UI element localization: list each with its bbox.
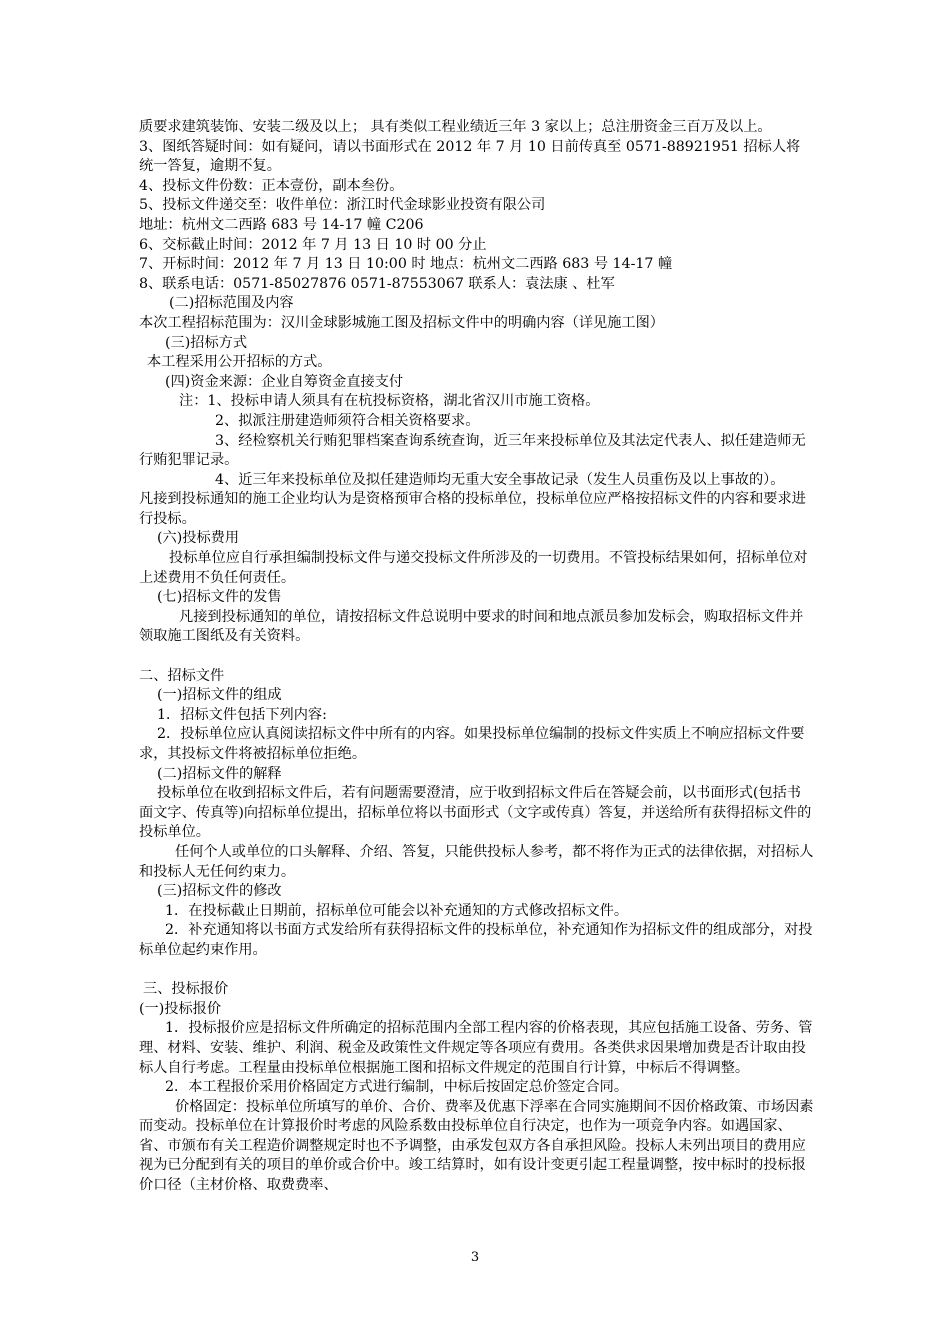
paragraph: 4、近三年来投标单位及拟任建造师均无重大安全事故记录（发生人员重伤及以上事故的）。 — [215, 471, 785, 488]
paragraph: 2、拟派注册建造师须符合相关资格要求。 — [215, 412, 480, 429]
paragraph: 本次工程招标范围为：汉川金球影城施工图及招标文件中的明确内容（详见施工图） — [139, 314, 664, 331]
paragraph: 价格固定：投标单位所填写的单价、合价、费率及优惠下浮率在合同实施期间不因价格政策、市场因素而变动。投标单位在计算报价时考虑的风险系数由投标单位自行决定，也作为一项竞争内容。如遇国家、省、市颁布有关工程造价调整规定时也不予调整，由承发包双方各自承担风险。投标人未列出项目的费用应视为已分配到有关的项目的单价或合价中。竣工结算时，如有设计变更引起工程量调整，按中标时的投标报价口径（主材价格、取费费率、 — [139, 1098, 814, 1194]
paragraph: 2．投标单位应认真阅读招标文件中所有的内容。如果投标单位编制的投标文件实质上不响应招标文件要求，其投标文件将被招标单位拒绝。 — [139, 726, 805, 762]
paragraph: 7、开标时间：2012 年 7 月 13 日 10:00 时 地点：杭州文二西路 683 号 14-17 幢 — [139, 256, 673, 273]
paragraph: 1．在投标截止日期前，招标单位可能会以补充通知的方式修改招标文件。 — [165, 902, 629, 919]
paragraph: 5、投标文件递交至：收件单位：浙江时代金球影业投资有限公司 — [139, 197, 546, 214]
paragraph: (二)招标范围及内容 — [169, 295, 294, 312]
paragraph: 投标单位在收到招标文件后，若有问题需要澄清，应于收到招标文件后在答疑会前，以书面形式(包括书面文字、传真等)向招标单位提出，招标单位将以书面形式（文字或传真）答复，并送给所有获得招标文件的投标单位。 — [139, 785, 812, 841]
paragraph: (六)投标费用 — [157, 530, 240, 547]
paragraph: 地址：杭州文二西路 683 号 14-17 幢 C206 — [139, 216, 424, 233]
paragraph: 投标单位应自行承担编制投标文件与递交投标文件所涉及的一切费用。不管投标结果如何，招标单位对上述费用不负任何责任。 — [139, 550, 808, 586]
paragraph: 4、投标文件份数：正本壹份，副本叁份。 — [139, 177, 404, 194]
paragraph: (七)招标文件的发售 — [157, 589, 282, 606]
paragraph: (二)招标文件的解释 — [157, 765, 282, 782]
paragraph: (四)资金来源：企业自筹资金直接支付 — [165, 373, 404, 390]
paragraph: 三、投标报价 — [143, 981, 229, 998]
document-body — [139, 118, 814, 1196]
paragraph: 凡接到投标通知的施工企业均认为是资格预审合格的投标单位，投标单位应严格按招标文件的内容和要求进行投标。 — [139, 491, 806, 527]
paragraph: 1．投标报价应是招标文件所确定的招标范围内全部工程内容的价格表现，其应包括施工设备、劳务、管理、材料、安装、维护、利润、税金及政策性文件规定等各项应有费用。各类供求因果增加费是否计取由投标人自行考虑。工程量由投标单位根据施工图和招标文件规定的范围自行计算，中标后不得调整。 — [139, 1020, 813, 1076]
paragraph: (一)招标文件的组成 — [157, 687, 282, 704]
paragraph: 任何个人或单位的口头解释、介绍、答复，只能供投标人参考，都不将作为正式的法律依据，对招标人和投标人无任何约束力。 — [139, 843, 814, 880]
paragraph: 3、图纸答疑时间：如有疑问，请以书面形式在 2012 年 7 月 10 日前传真至 0571-88921951 招标人将统一答复，逾期不复。 — [139, 138, 801, 175]
blank-line — [139, 647, 814, 667]
paragraph: 二、招标文件 — [139, 667, 225, 684]
paragraph: (三)招标文件的修改 — [157, 883, 282, 900]
blank-line — [139, 961, 814, 981]
paragraph: (三)招标方式 — [165, 334, 248, 351]
paragraph: 质要求建筑装饰、安装二级及以上； 具有类似工程业绩近三年 3 家以上；总注册资金三百万及以上。 — [139, 119, 772, 135]
paragraph: 凡接到投标通知的单位，请按招标文件总说明中要求的时间和地点派员参加发标会，购取招标文件并领取施工图纸及有关资料。 — [139, 608, 804, 645]
paragraph: 本工程采用公开招标的方式。 — [147, 354, 332, 371]
paragraph: 2．本工程报价采用价格固定方式进行编制，中标后按固定总价签定合同。 — [165, 1079, 629, 1096]
paragraph: 3、经检察机关行贿犯罪档案查询系统查询，近三年来投标单位及其法定代表人、拟任建造师无行贿犯罪记录。 — [139, 432, 806, 469]
paragraph: 6、交标截止时间：2012 年 7 月 13 日 10 时 00 分止 — [139, 236, 487, 253]
paragraph: 注：1、投标申请人须具有在杭投标资格，湖北省汉川市施工资格。 — [179, 393, 600, 410]
paragraph: (一)投标报价 — [139, 1000, 222, 1017]
page-number: 3 — [470, 1250, 480, 1265]
paragraph: 2．补充通知将以书面方式发给所有获得招标文件的投标单位，补充通知作为招标文件的组成部分，对投标单位起约束作用。 — [139, 922, 813, 958]
paragraph: 8、联系电话：0571-85027876 0571-87553067 联系人：袁法康 、杜军 — [139, 275, 615, 292]
paragraph: 1．招标文件包括下列内容: — [157, 706, 327, 723]
